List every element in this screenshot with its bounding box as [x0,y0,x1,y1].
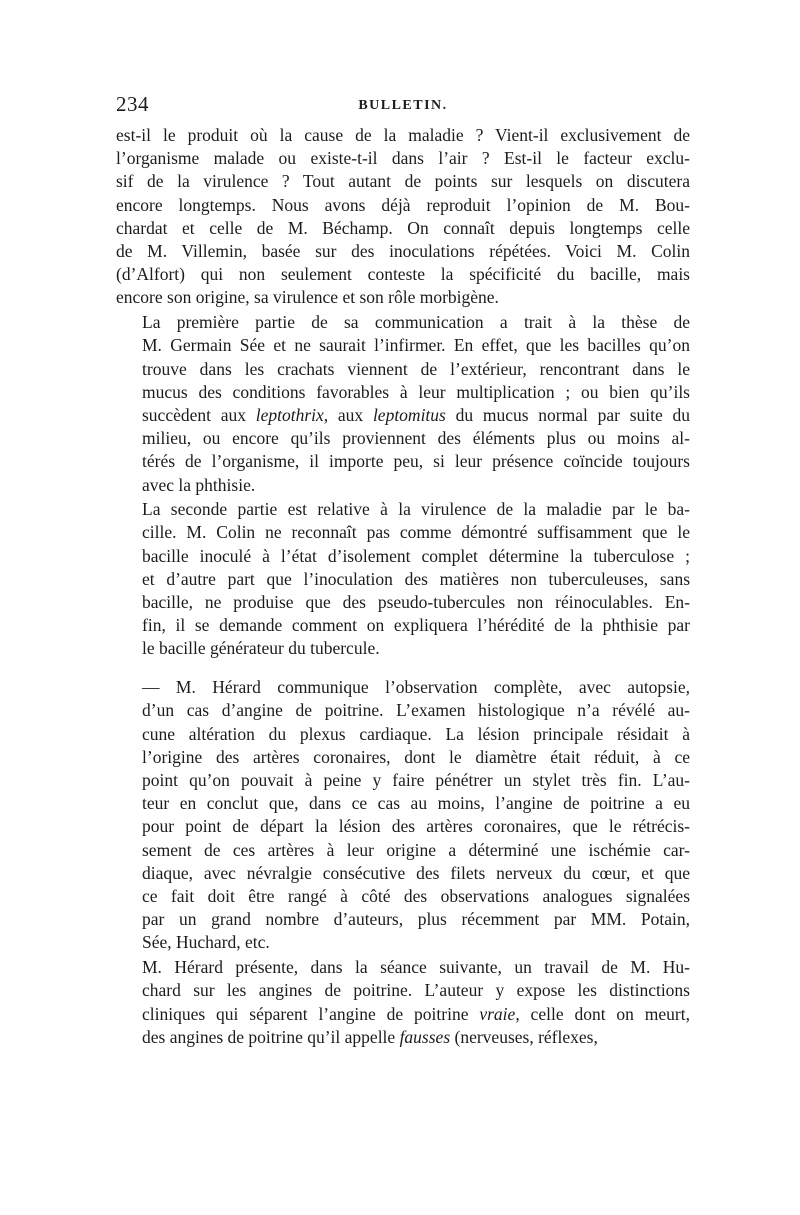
text-line: M. Germain Sée et ne saurait l’infirmer. En effet, que les bacilles qu’on [142,335,690,356]
text-line: milieu, ou encore qu’ils proviennent des éléments plus ou moins al- [142,428,690,449]
text-line: trouve dans les crachats viennent de l’extérieur, rencontrant dans le [142,358,690,379]
page-number: 234 [116,92,149,116]
italic-term: leptothrix [255,404,324,425]
text-line: des angines de poitrine qu’il appelle fausses (nerveuses, réflexes, [142,1026,598,1047]
text-line: chard sur les angines de poitrine. L’auteur y expose les distinctions [142,980,690,1001]
running-header [116,92,690,122]
paragraph-5 [116,956,690,1049]
text-line: le bacille générateur du tubercule. [142,638,380,659]
text-line: La première partie de sa communication a trait à la thèse de [142,312,690,333]
text-line: avec la phthisie. [142,474,256,495]
italic-term: leptomitus [372,404,446,425]
text-line: — M. Hérard communique l’observation complète, avec autopsie, [142,677,690,698]
section-gap [116,662,690,676]
text-line: sement de ces artères à leur origine a déterminé une ischémie car- [142,839,690,860]
text-line: encore son origine, sa virulence et son rôle morbigène. [116,287,499,308]
text-line: sif de la virulence ? Tout autant de points sur lesquels on discutera [116,171,690,192]
body-text [116,124,690,1050]
text-line: diaque, avec névralgie consécutive des filets nerveux du cœur, et que [142,862,690,883]
text-line: bacille inoculé à l’état d’isolement complet détermine la tuberculose ; [142,545,690,566]
text-line: succèdent aux leptothrix, aux leptomitus du mucus normal par suite du [142,404,690,425]
text-line: d’un cas d’angine de poitrine. L’examen histologique n’a révélé au- [142,700,690,721]
text-line: de M. Villemin, basée sur des inoculations répétées. Voici M. Colin [116,241,690,262]
text-line: Sée, Huchard, etc. [142,932,270,953]
text-line: par un grand nombre d’auteurs, plus récemment par MM. Potain, [142,909,690,930]
text-line: cune altération du plexus cardiaque. La lésion principale résidait à [142,723,690,744]
text-line: (d’Alfort) qui non seulement conteste la spécificité du bacille, mais [116,264,690,285]
text-line: ce fait doit être rangé à côté des observations analogues signalées [142,886,690,906]
paragraph-3 [116,498,690,660]
italic-term: fausses [399,1026,451,1047]
text-line: point qu’on pouvait à peine y faire pénétrer un stylet très fin. L’au- [142,769,690,790]
text-line: fin, il se demande comment on expliquera l’hérédité de la phthisie par [142,615,690,636]
paragraph-1 [116,124,690,310]
text-line: mucus des conditions favorables à leur multiplication ; ou bien qu’ils [142,381,690,402]
text-line: La seconde partie est relative à la virulence de la maladie par le ba- [142,499,690,520]
italic-term: vraie [479,1003,516,1024]
paragraph-2 [116,311,690,497]
text-line: chardat et celle de M. Béchamp. On connaît depuis longtemps celle [116,217,690,238]
journal-title: BULLETIN. [358,98,448,113]
text-line: pour point de départ la lésion des artères coronaires, que le rétrécis- [142,816,690,837]
text-line: l’origine des artères coronaires, dont le diamètre était réduit, à ce [142,746,690,767]
text-line: bacille, ne produise que des pseudo-tubercules non réinoculables. En- [142,592,690,613]
text-line: l’organisme malade ou existe-t-il dans l’air ? Est-il le facteur exclu- [116,148,690,169]
text-line: cille. M. Colin ne reconnaît pas comme démontré suffisamment que le [142,522,690,543]
text-line: M. Hérard présente, dans la séance suivante, un travail de M. Hu- [142,957,690,978]
text-line: et d’autre part que l’inoculation des matières non tuberculeuses, sans [142,568,690,589]
text-line: teur en conclut que, dans ce cas au moins, l’angine de poitrine a eu [142,793,690,814]
text-line: térés de l’organisme, il importe peu, si leur présence coïncide toujours [142,451,690,472]
text-line: est-il le produit où la cause de la maladie ? Vient-il exclusivement de [116,125,690,145]
paragraph-4 [116,676,690,954]
text-line: encore longtemps. Nous avons déjà reproduit l’opinion de M. Bou- [116,194,690,215]
text-line: cliniques qui séparent l’angine de poitrine vraie, celle dont on meurt, [142,1003,690,1024]
